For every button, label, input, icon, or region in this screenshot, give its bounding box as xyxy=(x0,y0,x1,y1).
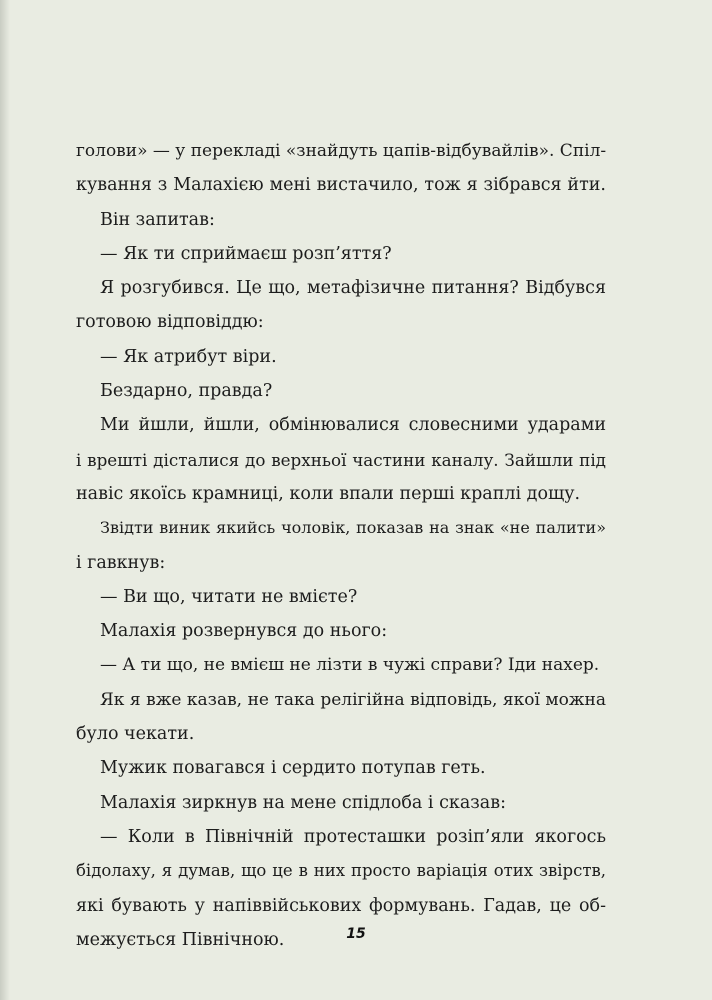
text-line: — Коли в Північній протесташки розіп’яли якогось xyxy=(100,826,606,847)
text-line: Малахія зиркнув на мене спідлоба і сказав: xyxy=(100,792,506,813)
text-line: які бувають у напіввійськових формувань. Гадав, це об- xyxy=(76,895,606,916)
text-line: — А ти що, не вмієш не лізти в чужі справи? Іди нахер. xyxy=(100,655,600,676)
text-line: — Ви що, читати не вмієте? xyxy=(100,586,358,607)
text-line: Бездарно, правда? xyxy=(100,381,273,402)
text-line: і гавкнув: xyxy=(76,552,166,573)
page-text xyxy=(76,134,606,957)
text-line: межується Північною. xyxy=(76,929,285,950)
text-line: Він запитав: xyxy=(100,209,215,230)
text-line: Мужик повагався і сердито потупав геть. xyxy=(100,758,486,779)
text-line: бідолаху, я думав, що це в них просто варіація отих звірств, xyxy=(76,861,606,881)
text-line: — Як атрибут віри. xyxy=(100,346,277,367)
text-line: Я розгубився. Це що, метафізичне питання? Відбувся xyxy=(100,278,606,299)
text-line: було чекати. xyxy=(76,724,195,745)
text-line: Малахія розвернувся до нього: xyxy=(100,621,388,642)
page-edge-shadow xyxy=(0,0,10,1000)
text-line: Ми йшли, йшли, обмінювалися словесними ударами xyxy=(100,415,606,436)
text-line: навіс якоїсь крамниці, коли впали перші краплі дощу. xyxy=(76,483,581,504)
text-line: кування з Малахією мені вистачило, тож я зібрався йти. xyxy=(76,175,606,196)
text-line: голови» — у перекладі «знайдуть цапів-відбувайлів». Спіл- xyxy=(76,141,606,161)
page-number: 15 xyxy=(346,926,366,942)
text-line: готовою відповіддю: xyxy=(76,312,264,333)
text-line: Як я вже казав, не така релігійна відповідь, якої можна xyxy=(100,689,606,710)
text-line: і врешті дісталися до верхньої частини каналу. Зайшли під xyxy=(76,449,606,470)
text-line: Звідти виник якийсь чоловік, показав на знак «не палити» xyxy=(100,518,606,538)
text-line: — Як ти сприймаєш розп’яття? xyxy=(100,243,392,264)
